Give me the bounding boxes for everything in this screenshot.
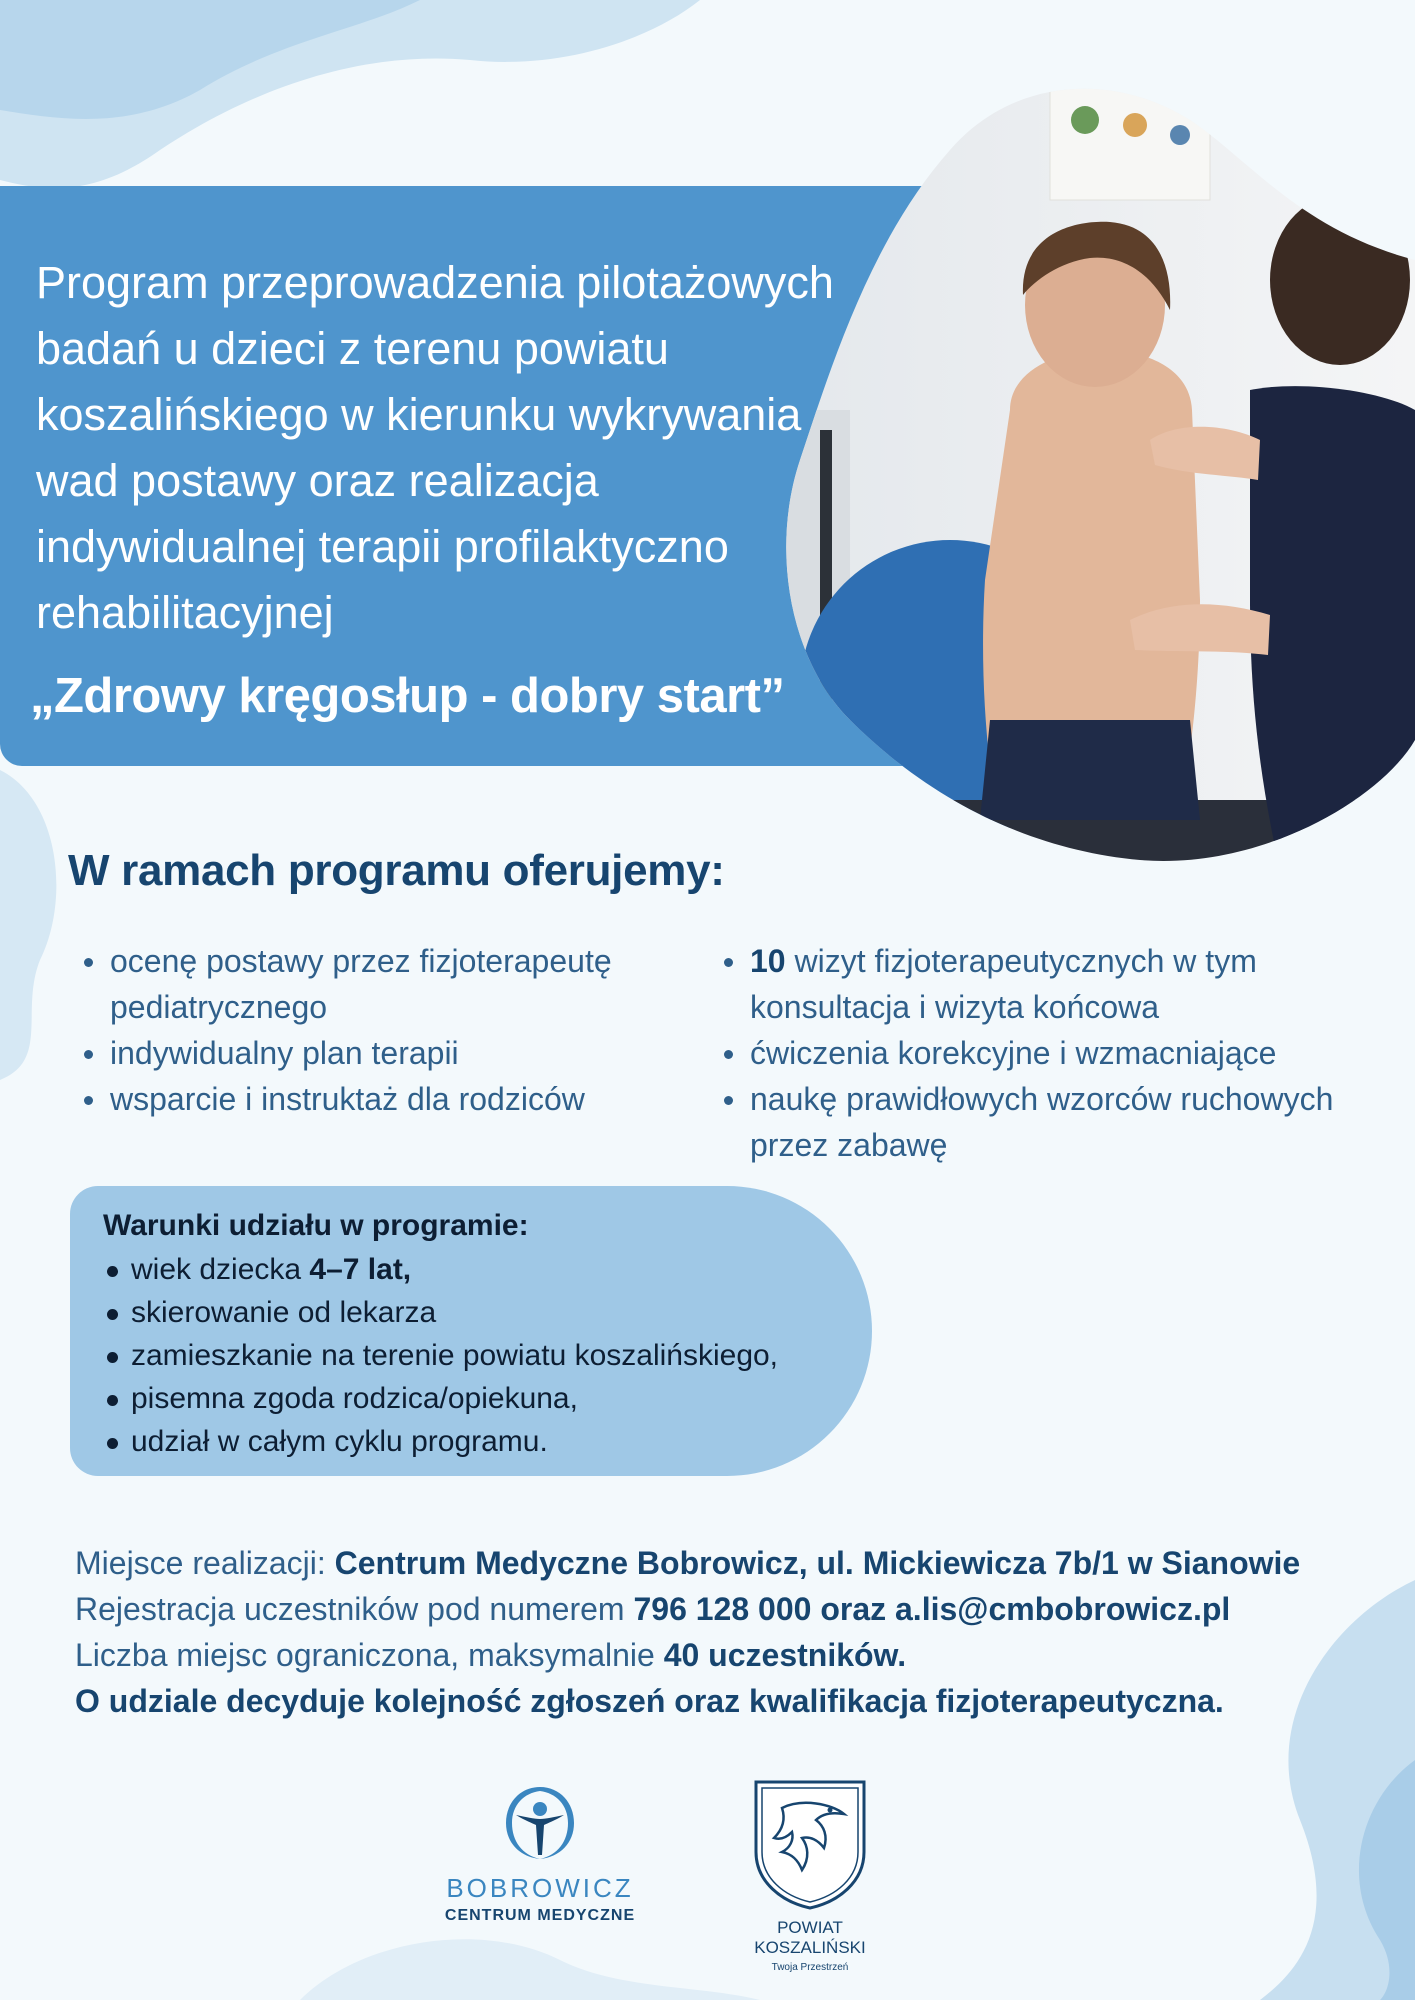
decision-line: O udziale decyduje kolejność zgłoszeń oraz kwalifikacja fizjoterapeutyczna. [75, 1683, 1224, 1719]
registration-line [75, 1586, 1395, 1632]
powiat-line: POWIAT [777, 1918, 843, 1937]
list-item: wsparcie i instruktaż dla rodziców [82, 1076, 682, 1122]
limit-value: 40 uczestników. [663, 1637, 907, 1673]
list-item: indywidualny plan terapii [82, 1030, 682, 1076]
info-block [75, 1540, 1395, 1724]
griffin-crest-icon [752, 1778, 868, 1910]
limit-label: Liczba miejsc ograniczona, maksymalnie [75, 1637, 664, 1673]
description-line: Program przeprowadzenia pilotażowych [36, 257, 834, 308]
list-item: pisemna zgoda rodzica/opiekuna, [103, 1377, 872, 1420]
list-item [722, 938, 1402, 1030]
registration-value: 796 128 000 oraz a.lis@cmbobrowicz.pl [633, 1591, 1231, 1627]
list-item: zamieszkanie na terenie powiatu koszalińskiego, [103, 1334, 872, 1377]
offer-title: W ramach programu oferujemy: [68, 846, 725, 895]
place-value: Centrum Medyczne Bobrowicz, ul. Mickiewicza 7b/1 w Sianowie [334, 1545, 1301, 1581]
limit-line [75, 1632, 1395, 1678]
conditions-list [103, 1248, 872, 1463]
list-item: ocenę postawy przez fizjoterapeutę pediatrycznego [82, 938, 682, 1030]
offer-list-right [722, 938, 1402, 1168]
conditions-box [70, 1186, 872, 1476]
description-line: badań u dzieci z terenu powiatu [36, 323, 669, 374]
person-figure-icon [502, 1785, 578, 1869]
program-name: „Zdrowy kręgosłup - dobry start” [30, 669, 785, 723]
age-value: 4–7 lat, [309, 1253, 412, 1286]
description-line: wad postawy oraz realizacja [36, 455, 599, 506]
offer-list-left [82, 938, 682, 1122]
list-item [103, 1248, 872, 1291]
list-item: naukę prawidłowych wzorców ruchowych przez zabawę [722, 1076, 1402, 1168]
powiat-line: KOSZALIŃSKI [754, 1938, 866, 1957]
list-item: udział w całym cyklu programu. [103, 1420, 872, 1463]
place-line [75, 1540, 1395, 1586]
child-physiotherapy-photo [780, 80, 1415, 870]
description-line: koszalińskiego w kierunku wykrywania [36, 389, 802, 440]
powiat-name [730, 1918, 890, 1958]
powiat-tagline: Twoja Przestrzeń [771, 1962, 849, 1973]
registration-label: Rejestracja uczestników pod numerem [75, 1591, 634, 1627]
conditions-title: Warunki udziału w programie: [103, 1209, 529, 1242]
place-label: Miejsce realizacji: [75, 1545, 335, 1581]
visit-count: 10 [750, 943, 786, 979]
list-item-text: wizyt fizjoterapeutycznych w tym konsultacja i wizyta końcowa [750, 943, 1257, 1025]
list-item: skierowanie od lekarza [103, 1291, 872, 1334]
description-line: indywidualnej terapii profilaktyczno [36, 521, 729, 572]
bobrowicz-logo [430, 1785, 650, 1935]
bobrowicz-name: BOBROWICZ [446, 1873, 634, 1903]
powiat-logo [730, 1778, 890, 1988]
list-item: ćwiczenia korekcyjne i wzmacniające [722, 1030, 1402, 1076]
bobrowicz-subtitle: CENTRUM MEDYCZNE [444, 1907, 636, 1924]
description-line: rehabilitacyjnej [36, 587, 334, 638]
age-label: wiek dziecka [131, 1253, 310, 1286]
program-description [36, 250, 896, 646]
